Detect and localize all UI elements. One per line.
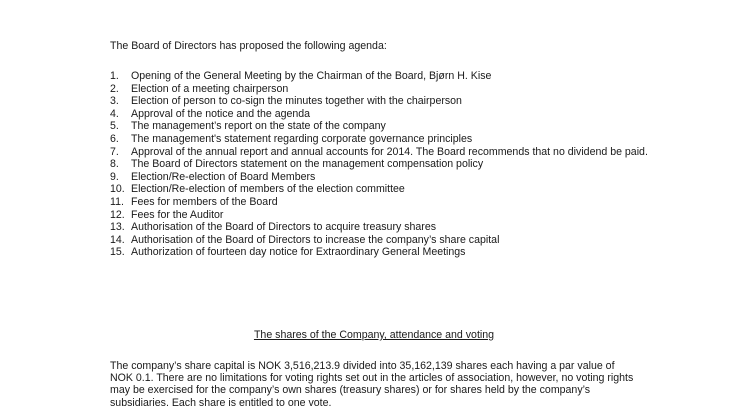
share-capital-paragraph: The company’s share capital is NOK 3,516,213.9 divided into 35,162,139 shares each having a par value of NOK 0.1. There are no limitations for voting rights set out in the articles of association, however, no voting rights may be exercised for the company’s own shares (treasury shares) or for shares held by the company’s subsidiaries. Each share is entitled to one vote. xyxy=(110,360,634,409)
agenda-item-number: 6. xyxy=(110,132,119,145)
agenda-item-4 xyxy=(110,108,650,121)
agenda-item-number: 10. xyxy=(110,183,125,196)
agenda-item-2 xyxy=(110,83,650,96)
agenda-item-text: Opening of the General Meeting by the Chairman of the Board, Bjørn H. Kise xyxy=(131,70,492,82)
agenda-list xyxy=(110,70,650,259)
agenda-item-9 xyxy=(110,171,650,184)
agenda-item-number: 3. xyxy=(110,95,119,108)
agenda-item-1 xyxy=(110,70,650,83)
agenda-item-11 xyxy=(110,196,650,209)
agenda-item-text: Authorisation of the Board of Directors to increase the company’s share capital xyxy=(131,233,500,246)
agenda-item-6 xyxy=(110,133,650,146)
agenda-item-5 xyxy=(110,120,650,133)
agenda-item-text: Approval of the notice and the agenda xyxy=(131,107,311,120)
agenda-item-text: Approval of the annual report and annual accounts for 2014. The Board recommends that no dividend be paid. xyxy=(131,145,648,158)
agenda-item-text: Election of person to co-sign the minutes together with the chairperson xyxy=(131,95,462,108)
agenda-item-number: 2. xyxy=(110,82,119,95)
agenda-item-number: 5. xyxy=(110,120,119,133)
agenda-item-text: The management's statement regarding corporate governance principles xyxy=(131,132,473,145)
agenda-item-number: 1. xyxy=(110,70,119,82)
agenda-item-number: 15. xyxy=(110,246,125,259)
agenda-item-text: Fees for the Auditor xyxy=(131,208,224,221)
agenda-item-number: 12. xyxy=(110,208,125,221)
section-heading-text: The shares of the Company, attendance and voting xyxy=(253,329,495,341)
agenda-item-text: Authorisation of the Board of Directors to acquire treasury shares xyxy=(131,221,437,234)
agenda-item-text: Authorization of fourteen day notice for Extraordinary General Meetings xyxy=(131,246,466,259)
agenda-item-number: 11. xyxy=(110,195,124,208)
agenda-item-8 xyxy=(110,158,650,171)
agenda-item-number: 14. xyxy=(110,233,125,246)
agenda-item-number: 4. xyxy=(110,107,119,120)
agenda-item-text: Election/Re-election of Board Members xyxy=(131,170,316,183)
agenda-item-text: Election of a meeting chairperson xyxy=(131,82,289,95)
agenda-intro: The Board of Directors has proposed the following agenda: xyxy=(110,40,387,52)
agenda-item-text: The management’s report on the state of the company xyxy=(131,120,386,133)
agenda-item-15 xyxy=(110,246,650,259)
agenda-item-number: 7. xyxy=(110,145,119,158)
agenda-item-text: Fees for members of the Board xyxy=(131,195,278,208)
agenda-item-3 xyxy=(110,95,650,108)
agenda-item-7 xyxy=(110,146,650,159)
agenda-item-text: The Board of Directors statement on the management compensation policy xyxy=(131,158,484,171)
agenda-item-13 xyxy=(110,221,650,234)
agenda-item-text: Election/Re-election of members of the election committee xyxy=(131,183,405,196)
agenda-item-number: 8. xyxy=(110,158,119,171)
agenda-item-number: 9. xyxy=(110,170,119,183)
agenda-item-12 xyxy=(110,209,650,222)
section-heading xyxy=(0,329,746,342)
agenda-item-14 xyxy=(110,234,650,247)
agenda-item-number: 13. xyxy=(110,221,125,234)
agenda-item-10 xyxy=(110,183,650,196)
